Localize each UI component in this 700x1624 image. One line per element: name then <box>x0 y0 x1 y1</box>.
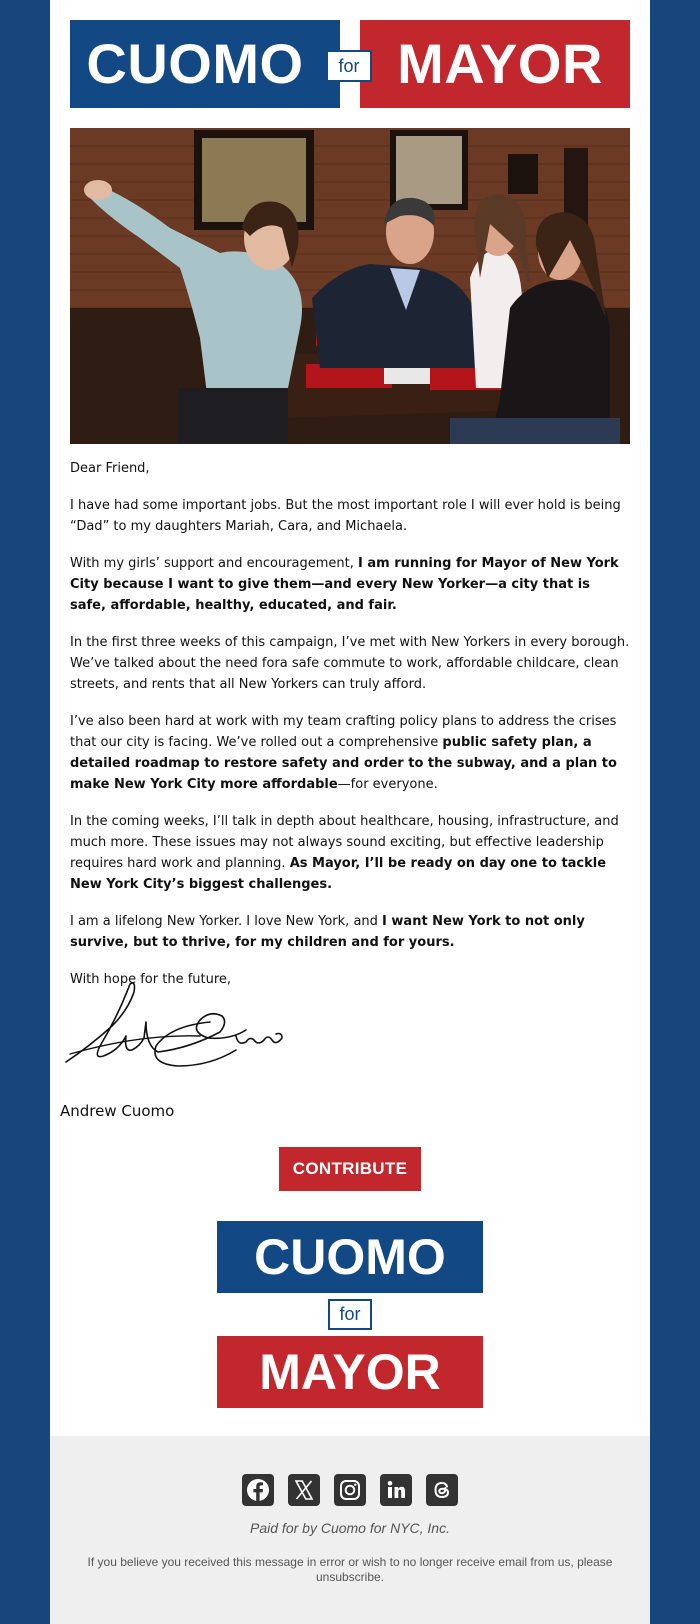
email-card <box>50 0 650 1624</box>
paragraph-5-intro: In the coming weeks, I’ll talk in depth about healthcare, housing, infrastructure, and much more. These issues may not always sound exciting, but effective leadership requires hard work and planning. <box>70 814 619 871</box>
letter-paragraph-2 <box>70 553 630 616</box>
stack-logo-mayor-text: MAYOR <box>259 1344 441 1400</box>
paragraph-4-emphasis: public safety plan, a detailed roadmap to restore safety and order to the subway, and a plan to make New York City more affordable <box>70 735 617 792</box>
family-photo <box>70 128 630 444</box>
header-logo <box>70 20 630 108</box>
letter-body <box>70 458 630 1006</box>
unsubscribe-notice[interactable]: If you believe you received this message in error or wish to no longer receive email from us, please unsubscribe. <box>87 1555 613 1584</box>
paragraph-4-end: —for everyone. <box>337 777 438 792</box>
x-icon[interactable] <box>288 1474 320 1506</box>
contribute-button[interactable]: CONTRIBUTE <box>279 1147 421 1191</box>
letter-paragraph-5 <box>70 811 630 895</box>
facebook-icon[interactable] <box>242 1474 274 1506</box>
stack-logo-for-box: for <box>328 1299 372 1330</box>
paragraph-2-intro: With my girls’ support and encouragement, <box>70 556 359 571</box>
letter-paragraph-4 <box>70 711 630 795</box>
signature-image <box>60 976 290 1076</box>
paragraph-6-emphasis: I want New York to not only survive, but to thrive, for my children and for yours. <box>70 914 585 950</box>
instagram-icon[interactable] <box>334 1474 366 1506</box>
paragraph-2-emphasis: I am running for Mayor of New York City because I want to give them—and every New Yorker—a city that is safe, affordable, healthy, educated, and fair. <box>70 556 619 613</box>
linkedin-icon[interactable] <box>380 1474 412 1506</box>
logo-for-box: for <box>326 50 372 82</box>
social-links <box>242 1474 458 1508</box>
stack-logo-cuomo-text: CUOMO <box>254 1229 446 1285</box>
letter-paragraph-3: In the first three weeks of this campaign, I’ve met with New Yorkers in every borough. We’ve talked about the need fora safe commute to work, affordable childcare, clean streets, and rents that all New Yorkers can truly afford. <box>70 635 630 692</box>
greeting: Dear Friend, <box>70 461 150 476</box>
email-footer <box>50 1436 650 1624</box>
paragraph-6-intro: I am a lifelong New Yorker. I love New York, and <box>70 914 383 929</box>
letter-paragraph-1: I have had some important jobs. But the most important role I will ever hold is being “Dad” to my daughters Mariah, Cara, and Michaela. <box>70 498 621 534</box>
logo-mayor-text: MAYOR <box>397 32 603 95</box>
logo-cuomo-text: CUOMO <box>86 32 304 95</box>
closing: With hope for the future, <box>70 972 232 987</box>
letter-paragraph-6 <box>70 911 630 953</box>
signer-name: Andrew Cuomo <box>60 1102 175 1120</box>
paid-for-disclaimer: Paid for by Cuomo for NYC, Inc. <box>250 1520 450 1536</box>
threads-icon[interactable] <box>426 1474 458 1506</box>
paragraph-4-intro: I’ve also been hard at work with my team crafting policy plans to address the crises that our city is facing. We’ve rolled out a comprehensive <box>70 714 617 750</box>
paragraph-5-emphasis: As Mayor, I’ll be ready on day one to tackle New York City’s biggest challenges. <box>70 856 607 892</box>
footer-logo <box>217 1221 483 1408</box>
family-photo-illustration <box>70 128 630 444</box>
